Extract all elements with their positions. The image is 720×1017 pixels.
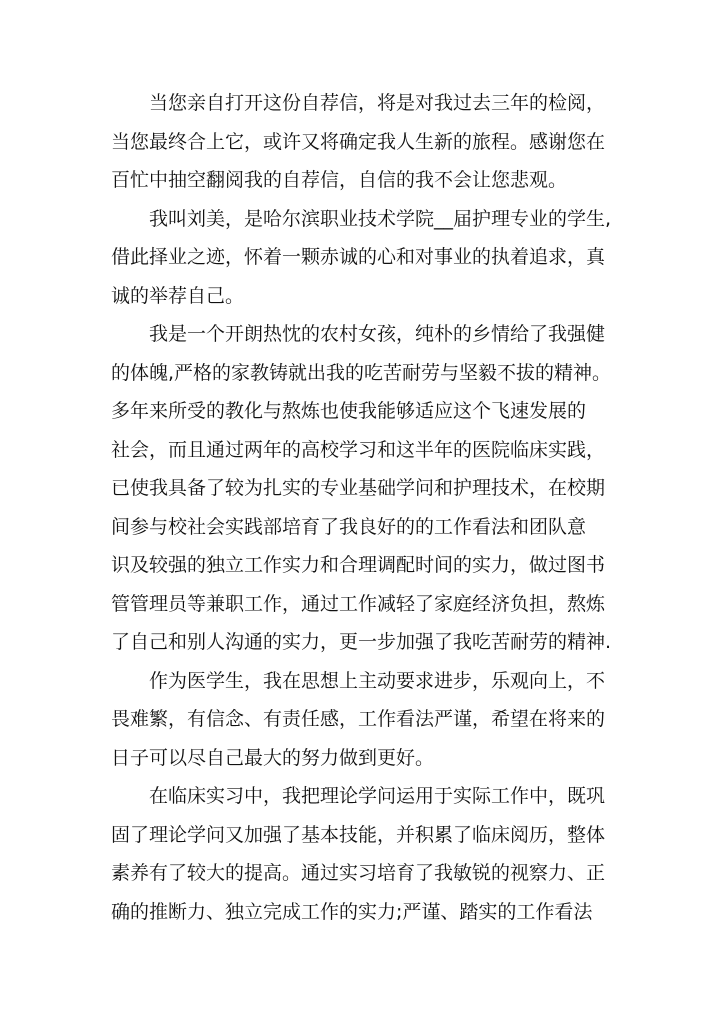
text-line: 社会，而且通过两年的高校学习和这半年的医院临床实践， — [111, 438, 606, 461]
text-line: 畏难繁，有信念、有责任感，工作看法严谨，希望在将来的 — [111, 708, 606, 730]
text-line: 确的推断力、独立完成工作的实力;严谨、踏实的工作看法 — [111, 900, 593, 923]
text-line: 固了理论学问又加强了基本技能，并积累了临床阅历，整体 — [111, 823, 606, 846]
text-line: 诚的举荐自己。 — [111, 284, 245, 307]
text-line: 当您最终合上它，或许又将确定我人生新的旅程。感谢您在 — [111, 130, 606, 153]
text-line: 当您亲自打开这份自荐信，将是对我过去三年的检阅， — [149, 92, 606, 114]
text-line: 素养有了较大的提高。通过实习培育了我敏锐的视察力、正 — [111, 862, 606, 884]
letter-body — [111, 84, 611, 931]
text-line: 在临床实习中，我把理论学问运用于实际工作中，既巩 — [149, 785, 606, 807]
text-line: 日子可以尽自己最大的努力做到更好。 — [111, 746, 435, 769]
text-line: 多年来所受的教化与熬炼也使我能够适应这个飞速发展的 — [111, 400, 587, 422]
text-line: 借此择业之迹，怀着一颗赤诚的心和对事业的执着追求，真 — [111, 246, 606, 268]
text-line: 百忙中抽空翻阅我的自荐信，自信的我不会让您悲观。 — [111, 169, 568, 191]
text-line: 我叫刘美，是哈尔滨职业技术学院__届护理专业的学生, — [149, 207, 612, 230]
text-line: 的体魄,严格的家教铸就出我的吃苦耐劳与坚毅不拔的精神。 — [111, 361, 612, 384]
text-line: 我是一个开朗热忱的农村女孩，纯朴的乡情给了我强健 — [149, 323, 606, 345]
text-line: 管管理员等兼职工作，通过工作减轻了家庭经济负担，熬炼 — [111, 592, 606, 615]
text-line: 已使我具备了较为扎实的专业基础学问和护理技术，在校期 — [111, 477, 606, 499]
text-line: 间参与校社会实践部培育了我良好的的工作看法和团队意 — [111, 515, 587, 538]
text-line: 作为医学生，我在思想上主动要求进步，乐观向上，不 — [149, 669, 606, 692]
text-line: 了自己和别人沟通的实力，更一步加强了我吃苦耐劳的精神. — [111, 631, 612, 653]
text-line: 识及较强的独立工作实力和合理调配时间的实力，做过图书 — [111, 554, 606, 576]
